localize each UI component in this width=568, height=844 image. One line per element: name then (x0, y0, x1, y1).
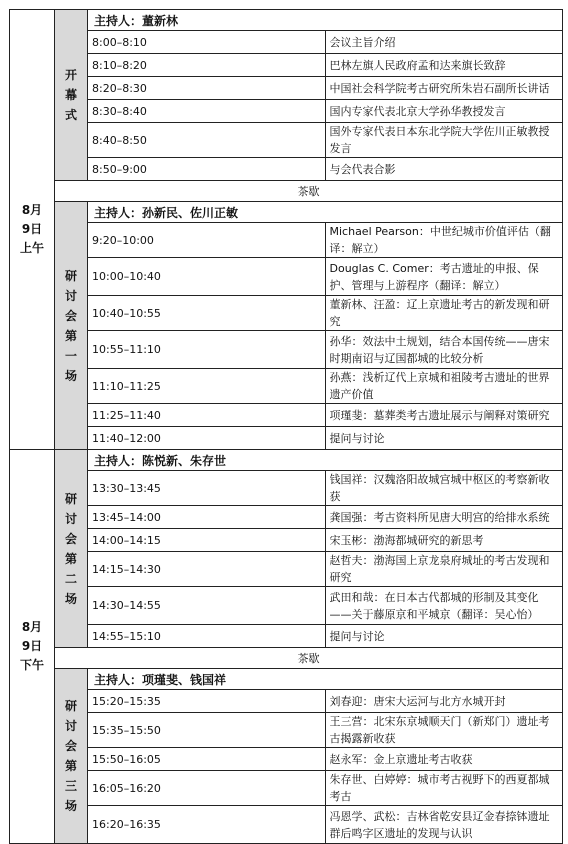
session-title-char: 三 (64, 779, 77, 793)
time-cell: 14:15–14:30 (88, 552, 326, 587)
agenda-item: Douglas C. Comer：考古遗址的申报、保护、管理与上游程序（翻译：解立） (325, 258, 563, 296)
break-row (10, 181, 563, 202)
table-row (10, 427, 563, 450)
agenda-item: 赵永军：金上京遗址考古收获 (325, 748, 563, 771)
day-label-afternoon-char: 8月 (21, 620, 43, 634)
session-host-row (10, 10, 563, 31)
time-cell: 16:20–16:35 (88, 806, 326, 844)
table-row (10, 552, 563, 587)
day-label-morning-char: 8月 (21, 203, 43, 217)
session-host-row (10, 202, 563, 223)
session-title-char: 开 (64, 68, 77, 82)
table-row (10, 625, 563, 648)
time-cell: 14:00–14:15 (88, 529, 326, 552)
table-row (10, 713, 563, 748)
session-title-char: 二 (64, 571, 77, 586)
session-title-char: 会 (64, 739, 77, 753)
time-cell: 10:40–10:55 (88, 296, 326, 331)
session-title-char: 场 (64, 799, 77, 813)
table-row (10, 31, 563, 54)
day-label-morning-char: 9日 (21, 222, 43, 236)
table-row (10, 369, 563, 404)
time-cell: 10:00–10:40 (88, 258, 326, 296)
session-title-char: 一 (64, 348, 77, 363)
agenda-item: 宋玉彬：渤海都城研究的新思考 (325, 529, 563, 552)
day-label-afternoon-char: 9日 (21, 639, 43, 653)
agenda-item: 提问与讨论 (325, 625, 563, 648)
session-title-char: 幕 (64, 88, 77, 102)
day-label-morning (10, 10, 55, 450)
session-title (55, 450, 88, 648)
time-cell: 15:50–16:05 (88, 748, 326, 771)
table-row (10, 471, 563, 506)
time-cell: 10:55–11:10 (88, 331, 326, 369)
agenda-item: 钱国祥：汉魏洛阳故城宫城中枢区的考察新收获 (325, 471, 563, 506)
agenda-item: 提问与讨论 (325, 427, 563, 450)
time-cell: 8:00–8:10 (88, 31, 326, 54)
session-host-row (10, 450, 563, 471)
time-cell: 9:20–10:00 (88, 223, 326, 258)
table-row (10, 748, 563, 771)
break-label: 茶歇 (55, 648, 563, 669)
table-row (10, 54, 563, 77)
session-host: 主持人：董新林 (88, 10, 563, 31)
day-label-morning-char: 上午 (19, 241, 44, 255)
break-label: 茶歇 (55, 181, 563, 202)
agenda-item: 国外专家代表日本东北学院大学佐川正敏教授发言 (325, 123, 563, 158)
table-row (10, 506, 563, 529)
session-title-char: 研 (64, 699, 77, 713)
session-title-char: 场 (64, 368, 77, 383)
table-row (10, 529, 563, 552)
time-cell: 16:05–16:20 (88, 771, 326, 806)
schedule-table (9, 9, 563, 844)
time-cell: 8:30–8:40 (88, 100, 326, 123)
table-row (10, 100, 563, 123)
table-row (10, 690, 563, 713)
table-row (10, 223, 563, 258)
day-label-afternoon-char: 下午 (19, 658, 44, 672)
agenda-item: 孙华：效法中土规划，结合本国传统——唐宋时期南诏与辽国都城的比较分析 (325, 331, 563, 369)
agenda-item: 刘春迎：唐宋大运河与北方水城开封 (325, 690, 563, 713)
table-row (10, 806, 563, 844)
time-cell: 8:20–8:30 (88, 77, 326, 100)
schedule-body (10, 10, 563, 844)
agenda-item: 王三营：北宋东京城顺天门（新郑门）遗址考古揭露新收获 (325, 713, 563, 748)
agenda-item: 中国社会科学院考古研究所朱岩石副所长讲话 (325, 77, 563, 100)
session-title-char: 讨 (64, 719, 77, 733)
time-cell: 11:25–11:40 (88, 404, 326, 427)
session-host: 主持人：陈悦新、朱存世 (88, 450, 563, 471)
agenda-item: 龚国强：考古资料所见唐大明宫的给排水系统 (325, 506, 563, 529)
session-title-char: 研 (64, 491, 77, 506)
time-cell: 13:45–14:00 (88, 506, 326, 529)
table-row (10, 587, 563, 625)
session-host: 主持人：孙新民、佐川正敏 (88, 202, 563, 223)
agenda-item: 与会代表合影 (325, 158, 563, 181)
time-cell: 11:10–11:25 (88, 369, 326, 404)
agenda-item: 朱存世、白婷婷：城市考古视野下的西夏都城考古 (325, 771, 563, 806)
session-title (55, 10, 88, 181)
table-row (10, 404, 563, 427)
session-title-char: 式 (64, 108, 77, 122)
table-row (10, 158, 563, 181)
session-title-char: 会 (64, 308, 77, 323)
session-title-char: 场 (64, 591, 77, 606)
session-title-char: 会 (64, 531, 77, 546)
time-cell: 11:40–12:00 (88, 427, 326, 450)
agenda-item: 冯恩学、武松：吉林省乾安县辽金春捺钵遗址群后鸣字区遗址的发现与认识 (325, 806, 563, 844)
time-cell: 15:20–15:35 (88, 690, 326, 713)
session-title (55, 202, 88, 450)
table-row (10, 296, 563, 331)
session-title-char: 第 (64, 328, 77, 343)
session-title-char: 研 (64, 268, 77, 283)
agenda-item: 赵哲夫：渤海国上京龙泉府城址的考古发现和研究 (325, 552, 563, 587)
agenda-item: 巴林左旗人民政府孟和达来旗长致辞 (325, 54, 563, 77)
agenda-item: 会议主旨介绍 (325, 31, 563, 54)
table-row (10, 77, 563, 100)
agenda-item: Michael Pearson：中世纪城市价值评估（翻译：解立） (325, 223, 563, 258)
time-cell: 8:40–8:50 (88, 123, 326, 158)
time-cell: 8:10–8:20 (88, 54, 326, 77)
table-row (10, 123, 563, 158)
session-title-char: 讨 (64, 288, 77, 303)
time-cell: 15:35–15:50 (88, 713, 326, 748)
agenda-item: 董新林、汪盈：辽上京遗址考古的新发现和研究 (325, 296, 563, 331)
session-host-row (10, 669, 563, 690)
session-host: 主持人：项瑾斐、钱国祥 (88, 669, 563, 690)
agenda-item: 国内专家代表北京大学孙华教授发言 (325, 100, 563, 123)
time-cell: 14:55–15:10 (88, 625, 326, 648)
session-title-char: 讨 (64, 511, 77, 526)
table-row (10, 258, 563, 296)
session-title (55, 669, 88, 844)
day-label-afternoon (10, 450, 55, 844)
session-title-char: 第 (64, 551, 77, 566)
break-row (10, 648, 563, 669)
time-cell: 13:30–13:45 (88, 471, 326, 506)
table-row (10, 331, 563, 369)
agenda-item: 孙燕：浅析辽代上京城和祖陵考古遗址的世界遗产价值 (325, 369, 563, 404)
session-title-char: 第 (64, 759, 77, 773)
table-row (10, 771, 563, 806)
agenda-item: 项瑾斐：墓葬类考古遗址展示与阐释对策研究 (325, 404, 563, 427)
time-cell: 14:30–14:55 (88, 587, 326, 625)
agenda-item: 武田和哉：在日本古代都城的形制及其变化——关于藤原京和平城京（翻译：吴心怡） (325, 587, 563, 625)
time-cell: 8:50–9:00 (88, 158, 326, 181)
